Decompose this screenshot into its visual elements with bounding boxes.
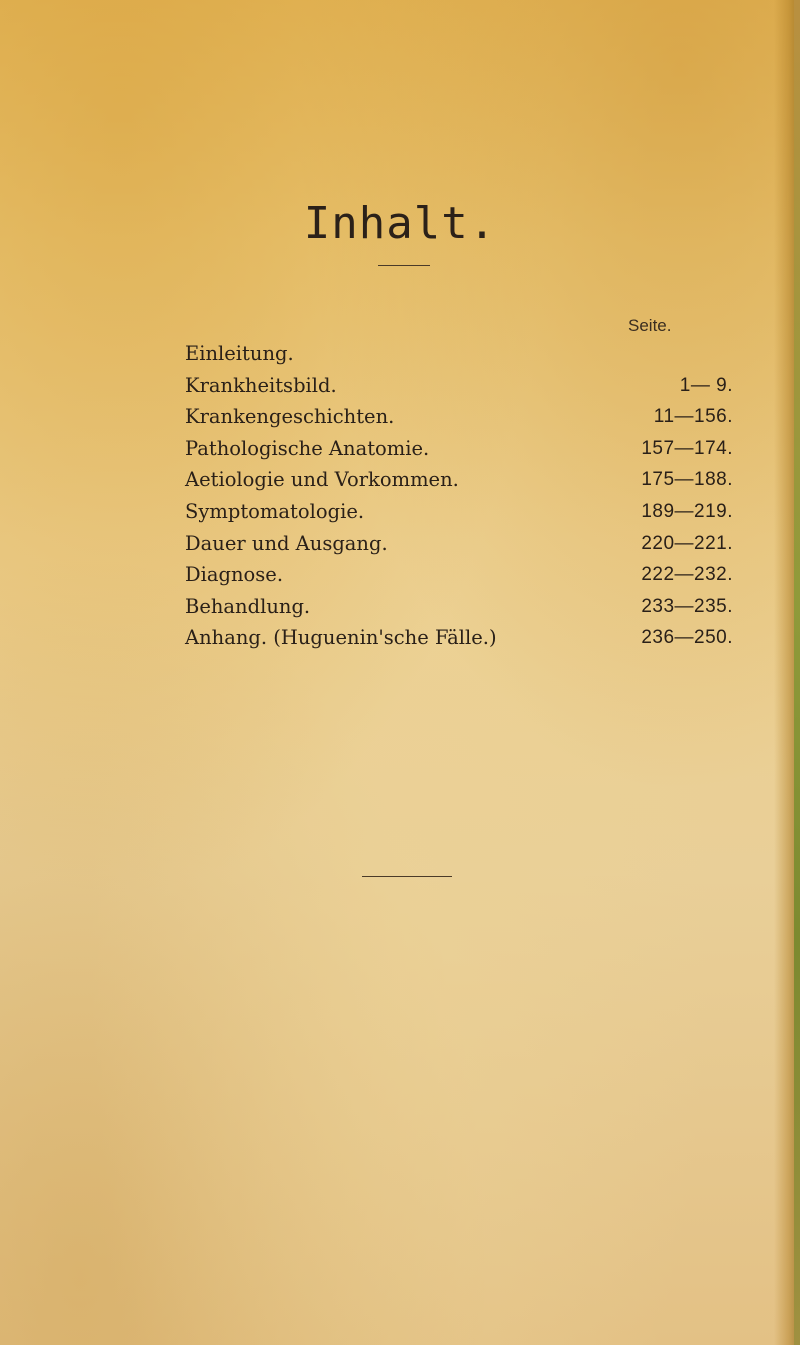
toc-entry-dauer-und-ausgang [185, 528, 745, 560]
toc-entry-anhang [185, 622, 745, 654]
toc-entry-behandlung [185, 591, 745, 623]
toc-entry-aetiologie [185, 464, 745, 496]
toc-entry-title: Symptomatologie. [185, 499, 365, 523]
toc-entry-pages: 175—188. [641, 469, 733, 491]
page-title: Inhalt. [303, 198, 497, 249]
toc-entry-pathologische-anatomie [185, 433, 745, 465]
toc-entry-title: Einleitung. [185, 342, 294, 365]
toc-entry-krankheitsbild [185, 370, 745, 402]
toc-entry-pages: 220—221. [641, 532, 733, 554]
toc-entry-title: Diagnose. [185, 563, 284, 587]
toc-entry-einleitung [185, 338, 745, 370]
toc-entry-title: Behandlung. [185, 594, 311, 618]
toc-entry-title: Dauer und Ausgang. [185, 531, 388, 555]
title-rule [378, 265, 430, 266]
toc-entry-pages: 1— 9. [679, 374, 733, 396]
toc-entry-pages: 11—156. [653, 406, 733, 428]
toc-entry-title: Aetiologie und Vorkommen. [185, 468, 459, 492]
toc-entry-symptomatologie [185, 496, 745, 528]
closing-rule [362, 876, 452, 877]
toc-entry-title: Krankengeschichten. [185, 405, 395, 429]
toc-entry-pages: 236—250. [641, 627, 733, 649]
toc-entry-pages: 233—235. [641, 595, 733, 617]
toc-entry-pages: 222—232. [641, 564, 733, 586]
toc-entry-pages: 189—219. [641, 500, 733, 522]
toc-entry-title: Pathologische Anatomie. [185, 436, 430, 460]
toc-entry-krankengeschichten [185, 401, 745, 433]
toc-entry-title: Krankheitsbild. [185, 373, 337, 397]
table-of-contents [185, 338, 745, 654]
page-column-label: Seite. [628, 316, 672, 335]
toc-entry-diagnose [185, 559, 745, 591]
toc-entry-pages: 157—174. [641, 437, 733, 459]
toc-entry-title: Anhang. (Huguenin'sche Fälle.) [185, 626, 497, 650]
